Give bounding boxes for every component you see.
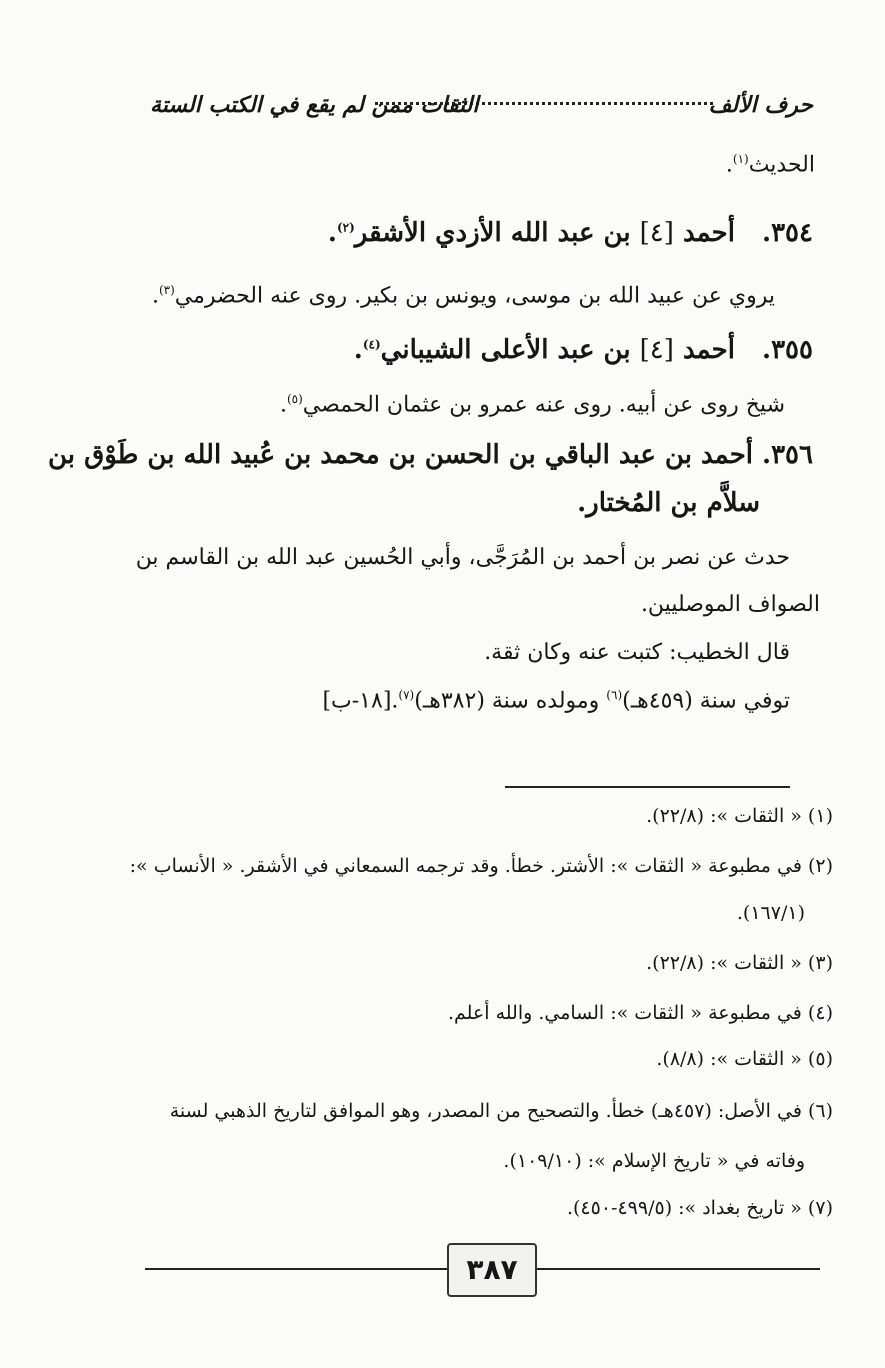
footnote-ref-7: (٧) [398,688,415,702]
entry-end: . [151,283,159,309]
footnote-ref-1: (١) [732,152,749,166]
page-number: ٣٨٧ [447,1243,537,1297]
footnote-ref-4: (٤) [362,337,381,352]
footnote-4: (٤) في مطبوعة « الثقات »: السامي. والله أعلم. [447,1002,833,1024]
footnote-ref-6: (٦) [606,688,623,702]
death-year: توفي سنة (٤٥٩هـ) [622,688,790,714]
continued-text-word: الحديث [748,152,815,178]
entry-end: . [327,218,337,248]
birth-year: ومولده سنة (٣٨٢هـ) [414,688,607,714]
entry-name-first: أحمد [682,335,735,365]
footnote-1: (١) « الثقات »: (٢٢/٨). [646,805,833,827]
entry-354-heading [328,218,813,248]
footnote-2-line2: (١٦٧/١). [736,902,805,924]
header-chapter: حرف الألف [708,92,813,118]
entry-number: ٣٥٥. [762,335,813,365]
footnote-separator [505,786,790,788]
entry-356-text-line4 [322,688,790,713]
footnote-2-line1: (٢) في مطبوعة « الثقات »: الأشتر. خطأ. وقد ترجمه السمعاني في الأشقر. « الأنساب »: [129,855,833,877]
entry-354-text [152,283,775,308]
header-book-title: الثقات ممن لم يقع في الكتب الستة [150,92,479,118]
entry-end: . [279,392,287,418]
running-header [150,92,813,132]
entry-name-rest: بن عبد الله الأزدي الأشقر [354,218,631,248]
footnote-ref-3: (٣) [158,283,175,297]
footnote-ref-2: (٢) [336,220,355,235]
entry-end: . [353,335,363,365]
entry-mark: [٤] [639,218,674,248]
entry-355-heading [354,335,813,365]
entry-mark: [٤] [639,335,674,365]
entry-number: ٣٥٤. [762,218,813,248]
footnote-3: (٣) « الثقات »: (٢٢/٨). [646,952,833,974]
entry-356-text-line2: الصواف الموصليين. [640,592,820,617]
entry-356-text-line3: قال الخطيب: كتبت عنه وكان ثقة. [484,640,790,665]
footnote-5: (٥) « الثقات »: (٨/٨). [656,1048,833,1070]
entry-355-text [280,392,785,417]
entry-356-text-line1: حدث عن نصر بن أحمد بن المُرَجَّى، وأبي الحُسين عبد الله بن القاسم بن [135,545,790,570]
bottom-rule-right [533,1268,820,1270]
manuscript-folio: .[١٨-ب] [322,688,399,714]
entry-text: يروي عن عبيد الله بن موسى، ويونس بن بكير. روى عنه الحضرمي [174,283,775,309]
entry-356-heading-line2: سلاَّم بن المُختار. [577,488,760,518]
bottom-rule-left [145,1268,447,1270]
footnote-ref-5: (٥) [286,392,303,406]
footnote-6-line1: (٦) في الأصل: (٤٥٧هـ) خطأ. والتصحيح من المصدر، وهو الموافق لتاريخ الذهبي لسنة [169,1100,833,1122]
entry-name-first: أحمد [682,218,735,248]
footnote-6-line2: وفاته في « تاريخ الإسلام »: (١٠٩/١٠). [503,1150,805,1172]
footnote-7: (٧) « تاريخ بغداد »: (٤٩٩/٥-٤٥٠). [566,1197,833,1219]
entry-text: شيخ روى عن أبيه. روى عنه عمرو بن عثمان الحمصي [302,392,785,418]
entry-name-rest: بن عبد الأعلى الشيباني [380,335,631,365]
entry-356-heading-line1: ٣٥٦. أحمد بن عبد الباقي بن الحسن بن محمد بن عُبيد الله بن طَوْق بن [48,440,813,470]
continued-text: الحديث$^{(١)}$. [725,152,815,178]
